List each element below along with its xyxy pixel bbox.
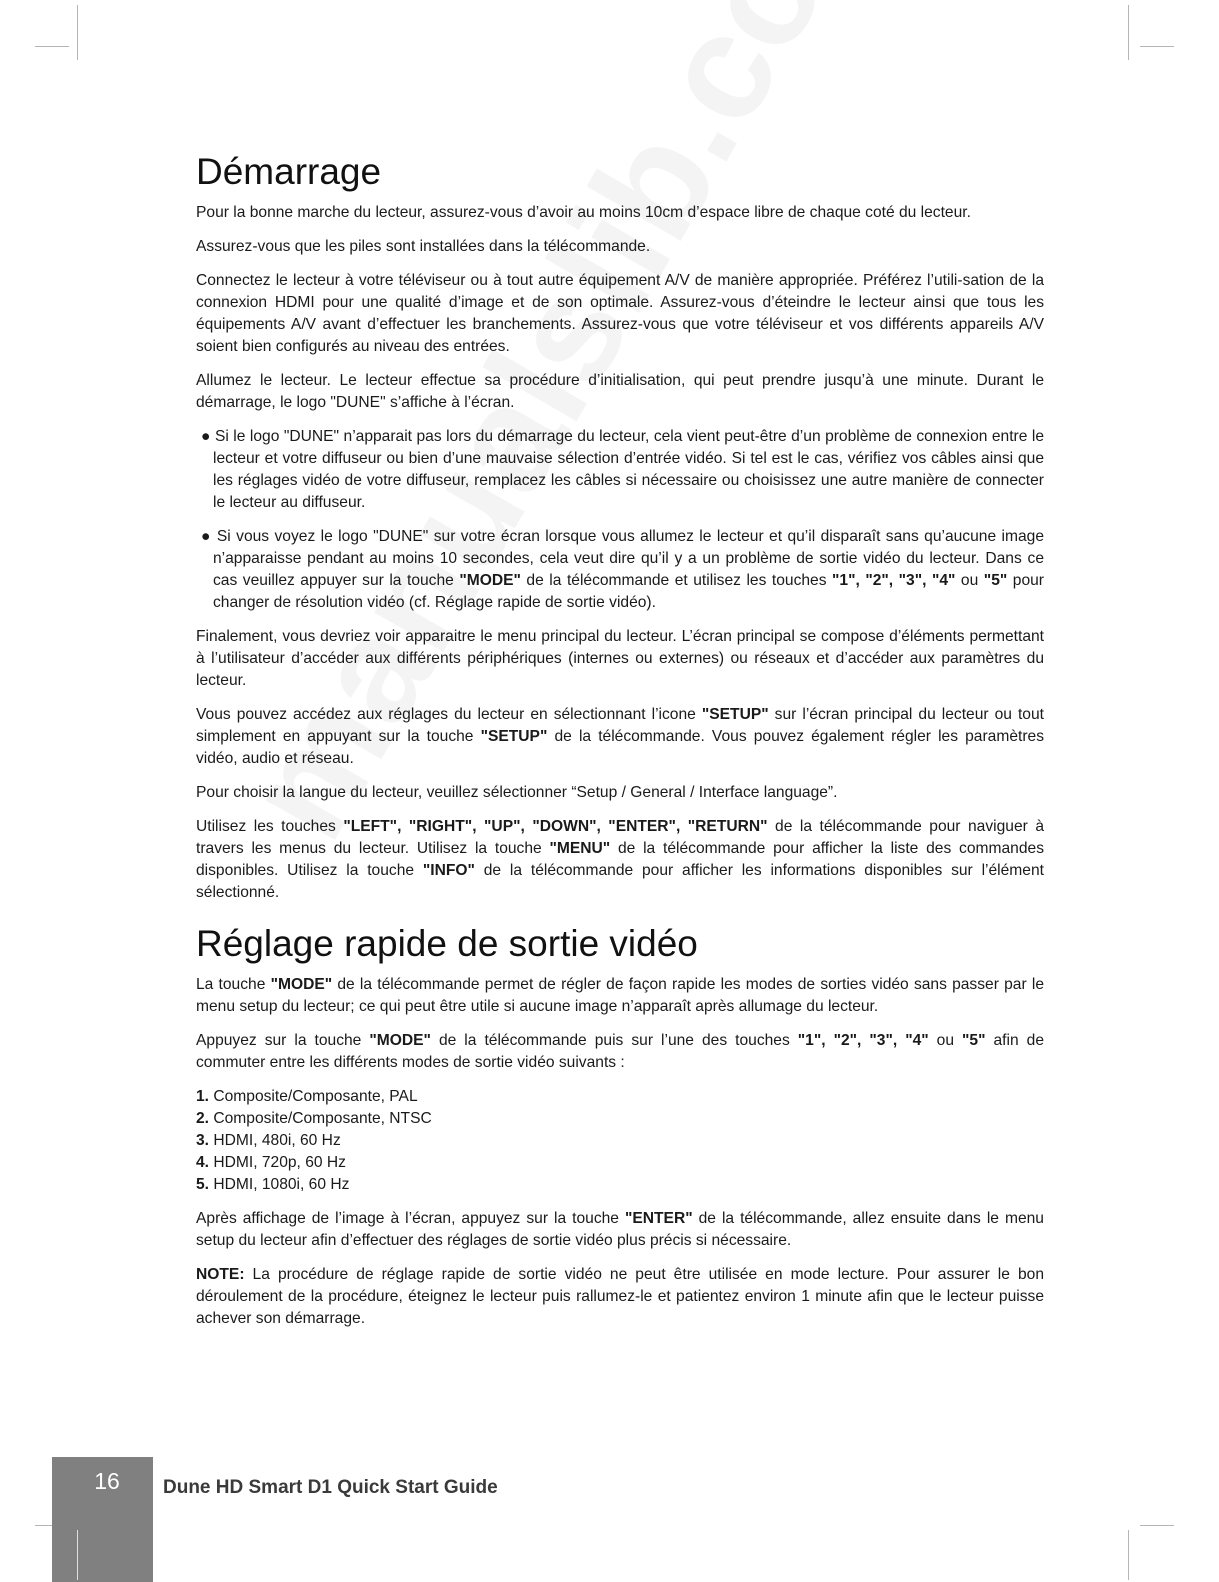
- paragraph: Appuyez sur la touche "MODE" de la télécommande puis sur l’une des touches "1", "2", "3", "4" ou "5" afin de commuter entre les différents modes de sortie vidéo suivants :: [196, 1032, 1045, 1071]
- paragraph: Vous pouvez accédez aux réglages du lecteur en sélectionnant l’icone "SETUP" sur l’écran principal du lecteur ou tout simplement en appuyant sur la touche "SETUP" de la télécommande. Vous pouvez également régler les paramètres vidéo, audio et réseau.: [196, 706, 1044, 767]
- crop-mark: [1128, 5, 1129, 60]
- crop-mark: [1140, 1525, 1174, 1526]
- page-number: 16: [94, 1468, 120, 1494]
- note: NOTE: La procédure de réglage rapide de sortie vidéo ne peut être utilisée en mode lecture. Pour assurer le bon déroulement de la procédure, éteignez le lecteur puis rallumez-le et patientez environ 1 minute afin que le lecteur puisse achever son démarrage.: [196, 1266, 1044, 1327]
- crop-mark: [1128, 1530, 1129, 1580]
- paragraph: Utilisez les touches "LEFT", "RIGHT", "UP", "DOWN", "ENTER", "RETURN" de la télécommande pour naviguer à travers les menus du lecteur. Utilisez la touche "MENU" de la télécommande pour afficher la liste des commandes disponibles. Utilisez la touche "INFO" de la télécommande pour afficher les informations disponibles sur l’élément sélectionné.: [196, 818, 1044, 901]
- crop-mark: [1140, 46, 1174, 47]
- paragraph: La touche "MODE" de la télécommande permet de régler de façon rapide les modes de sorties vidéo sans passer par le menu setup du lecteur; ce qui peut être utile si aucune image n’apparaît après allumage du lecteur.: [196, 976, 1044, 1015]
- list-item: 3. HDMI, 480i, 60 Hz: [196, 1132, 341, 1149]
- list-item: 2. Composite/Composante, NTSC: [196, 1110, 432, 1127]
- crop-mark: [35, 46, 69, 47]
- list-item: 1. Composite/Composante, PAL: [196, 1088, 418, 1105]
- list-item: 4. HDMI, 720p, 60 Hz: [196, 1154, 346, 1171]
- paragraph: Finalement, vous devriez voir apparaitre le menu principal du lecteur. L’écran principal se compose d’éléments permettant à l’utilisateur d’accéder aux différents périphériques (internes ou externes) ou réseaux et d’accéder aux paramètres du lecteur.: [196, 628, 1044, 689]
- paragraph: Après affichage de l’image à l’écran, appuyez sur la touche "ENTER" de la télécommande, allez ensuite dans le menu setup du lecteur afin d’effectuer des réglages de sortie vidéo plus précis si nécessaire.: [196, 1210, 1044, 1249]
- section-title-demarrage: Démarrage: [196, 151, 382, 192]
- page-content: [196, 150, 1044, 1342]
- paragraph: Allumez le lecteur. Le lecteur effectue sa procédure d’initialisation, qui peut prendre jusqu’à une minute. Durant le démarrage, le logo "DUNE" s’affiche à l’écran.: [196, 372, 1044, 411]
- paragraph: Connectez le lecteur à votre téléviseur ou à tout autre équipement A/V de manière appropriée. Préférez l’utili-sation de la connexion HDMI pour une qualité d’image et de son optimale. Assurez-vous d’éteindre le lecteur ainsi que tous les équipements A/V avant d’effectuer les branchements. Assurez-vous que votre téléviseur et vos différents appareils A/V soient bien configurés au niveau des entrées.: [196, 272, 1044, 355]
- crop-mark: [77, 5, 78, 60]
- crop-mark: [77, 1530, 78, 1580]
- paragraph: Pour la bonne marche du lecteur, assurez-vous d’avoir au moins 10cm d’espace libre de chaque coté du lecteur.: [196, 204, 971, 221]
- bullet-item: ● Si vous voyez le logo "DUNE" sur votre écran lorsque vous allumez le lecteur et qu’il disparaît sans qu’aucune image n’apparaisse pendant au moins 10 secondes, cela veut dire qu’il y a un problème de sortie vidéo du lecteur. Dans ce cas veuillez appuyer sur la touche "MODE" de la télécommande et utilisez les touches "1", "2", "3", "4" ou "5" pour changer de résolution vidéo (cf. Réglage rapide de sortie vidéo).: [201, 528, 1044, 611]
- list-item: 5. HDMI, 1080i, 60 Hz: [196, 1176, 350, 1193]
- paragraph: Pour choisir la langue du lecteur, veuillez sélectionner “Setup / General / Interface language”.: [196, 784, 838, 801]
- bullet-item: ● Si le logo "DUNE" n’apparait pas lors du démarrage du lecteur, cela vient peut-être d’un problème de connexion entre le lecteur et votre diffuseur ou bien d’une mauvaise sélection d’entrée vidéo. Si tel est le cas, vérifiez vos câbles ainsi que les réglages vidéo de votre diffuseur, remplacez les câbles si nécessaire ou choisissez une autre manière de connecter le lecteur au diffuseur.: [201, 428, 1044, 511]
- footer-title: Dune HD Smart D1 Quick Start Guide: [163, 1477, 498, 1498]
- video-modes-list: [196, 1086, 1044, 1196]
- paragraph: Assurez-vous que les piles sont installées dans la télécommande.: [196, 238, 651, 255]
- section-title-reglage: Réglage rapide de sortie vidéo: [196, 923, 698, 964]
